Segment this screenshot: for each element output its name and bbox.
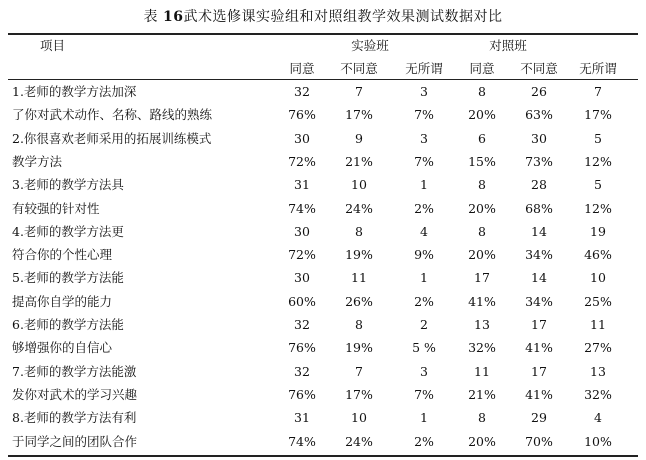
table-cell: 20% [468, 247, 496, 262]
table-cell: 8 [478, 177, 486, 192]
table-cell: 19% [345, 340, 373, 355]
table-cell: 10 [590, 270, 606, 285]
table-cell: 41% [468, 294, 496, 309]
table-cell: 1 [420, 410, 428, 425]
table-cell: 19 [590, 224, 606, 239]
row-label: 3.老师的教学方法具 [12, 177, 124, 192]
header-item-label: 项目 [40, 38, 66, 53]
table-cell: 24% [345, 201, 373, 216]
table-cell: 1 [420, 270, 428, 285]
table-cell: 32% [584, 387, 612, 402]
row-label: 发你对武术的学习兴趣 [12, 387, 138, 402]
table-cell: 10% [584, 434, 612, 449]
table-cell: 10 [351, 410, 367, 425]
table-cell: 20% [468, 434, 496, 449]
table-cell: 15% [468, 154, 496, 169]
title-prefix: 表 [143, 9, 159, 25]
header-col-5: 不同意 [520, 61, 558, 76]
header-group-control: 对照班 [489, 38, 527, 53]
title-text: 武术选修课实验组和对照组教学效果测试数据对比 [183, 9, 503, 25]
table-cell: 5 % [412, 340, 436, 355]
header-col-2: 不同意 [340, 61, 378, 76]
table-cell: 7% [414, 387, 434, 402]
table-cell: 5 [594, 177, 602, 192]
table-cell: 72% [288, 154, 316, 169]
header-col-6: 无所谓 [579, 61, 617, 76]
table-cell: 9% [414, 247, 434, 262]
table-cell: 63% [525, 107, 553, 122]
table-cell: 31 [294, 177, 310, 192]
table-cell: 17% [345, 387, 373, 402]
table-cell: 27% [584, 340, 612, 355]
row-label: 符合你的个性心理 [12, 247, 113, 262]
row-label: 有较强的针对性 [12, 201, 100, 216]
header-col-1: 同意 [289, 61, 315, 76]
table-cell: 76% [288, 340, 316, 355]
table-cell: 17% [584, 107, 612, 122]
title-number: 16 [162, 9, 184, 25]
row-label: 提高你自学的能力 [12, 294, 113, 309]
table-cell: 6 [478, 131, 486, 146]
table-cell: 26 [531, 84, 547, 99]
table-cell: 4 [420, 224, 428, 239]
table-cell: 3 [420, 131, 428, 146]
table-cell: 14 [531, 224, 547, 239]
header-col-3: 无所谓 [405, 61, 443, 76]
table-cell: 7% [414, 154, 434, 169]
table-cell: 76% [288, 387, 316, 402]
table-cell: 2 [420, 317, 428, 332]
table-cell: 17% [345, 107, 373, 122]
table-cell: 2% [414, 294, 434, 309]
table-cell: 8 [478, 410, 486, 425]
bottom-rule [8, 455, 638, 457]
table-cell: 41% [525, 387, 553, 402]
table-cell: 13 [474, 317, 490, 332]
table-title [0, 6, 646, 26]
header-col-4: 同意 [469, 61, 495, 76]
row-label: 1.老师的教学方法加深 [12, 84, 137, 99]
table-cell: 11 [474, 364, 490, 379]
table-cell: 11 [351, 270, 367, 285]
table-cell: 30 [294, 270, 310, 285]
table-cell: 24% [345, 434, 373, 449]
table-cell: 17 [531, 364, 547, 379]
table-cell: 32% [468, 340, 496, 355]
row-label: 2.你很喜欢老师采用的拓展训练模式 [12, 131, 212, 146]
header-rule [8, 79, 638, 80]
table-cell: 34% [525, 247, 553, 262]
table-cell: 8 [478, 84, 486, 99]
table-cell: 12% [584, 201, 612, 216]
header-group-experimental: 实验班 [351, 38, 389, 53]
table-cell: 21% [345, 154, 373, 169]
table-cell: 21% [468, 387, 496, 402]
table-cell: 46% [584, 247, 612, 262]
table-cell: 74% [288, 201, 316, 216]
table-cell: 3 [420, 364, 428, 379]
table-cell: 73% [525, 154, 553, 169]
table-cell: 1 [420, 177, 428, 192]
row-label: 6.老师的教学方法能 [12, 317, 124, 332]
row-label: 7.老师的教学方法能激 [12, 364, 137, 379]
table-cell: 32 [294, 364, 310, 379]
table-cell: 29 [531, 410, 547, 425]
table-cell: 30 [294, 224, 310, 239]
row-label: 5.老师的教学方法能 [12, 270, 124, 285]
table-cell: 34% [525, 294, 553, 309]
row-label: 够增强你的自信心 [12, 340, 113, 355]
row-label: 教学方法 [12, 154, 63, 169]
table-cell: 26% [345, 294, 373, 309]
table-cell: 70% [525, 434, 553, 449]
table-cell: 19% [345, 247, 373, 262]
table-cell: 60% [288, 294, 316, 309]
row-label: 4.老师的教学方法更 [12, 224, 124, 239]
table-cell: 14 [531, 270, 547, 285]
table-cell: 20% [468, 107, 496, 122]
table-cell: 17 [531, 317, 547, 332]
table-cell: 32 [294, 84, 310, 99]
row-label: 了你对武术动作、名称、路线的熟练 [12, 107, 213, 122]
table-cell: 3 [420, 84, 428, 99]
table-cell: 5 [594, 131, 602, 146]
table-cell: 11 [590, 317, 606, 332]
table-cell: 8 [355, 224, 363, 239]
table-cell: 32 [294, 317, 310, 332]
table-cell: 41% [525, 340, 553, 355]
table-cell: 20% [468, 201, 496, 216]
row-label: 于同学之间的团队合作 [12, 434, 138, 449]
table-cell: 7 [594, 84, 602, 99]
table-cell: 68% [525, 201, 553, 216]
table-cell: 12% [584, 154, 612, 169]
table-cell: 28 [531, 177, 547, 192]
table-cell: 7 [355, 84, 363, 99]
table-cell: 72% [288, 247, 316, 262]
table-cell: 30 [294, 131, 310, 146]
table-cell: 10 [351, 177, 367, 192]
table-cell: 2% [414, 201, 434, 216]
table-cell: 76% [288, 107, 316, 122]
table-cell: 30 [531, 131, 547, 146]
table-cell: 13 [590, 364, 606, 379]
table-cell: 9 [355, 131, 363, 146]
table-cell: 7 [355, 364, 363, 379]
table-cell: 25% [584, 294, 612, 309]
table-cell: 4 [594, 410, 602, 425]
table-cell: 8 [478, 224, 486, 239]
table-cell: 31 [294, 410, 310, 425]
table-cell: 8 [355, 317, 363, 332]
table-cell: 17 [474, 270, 490, 285]
top-rule [8, 33, 638, 35]
table-cell: 2% [414, 434, 434, 449]
table-cell: 74% [288, 434, 316, 449]
table-cell: 7% [414, 107, 434, 122]
row-label: 8.老师的教学方法有利 [12, 410, 137, 425]
